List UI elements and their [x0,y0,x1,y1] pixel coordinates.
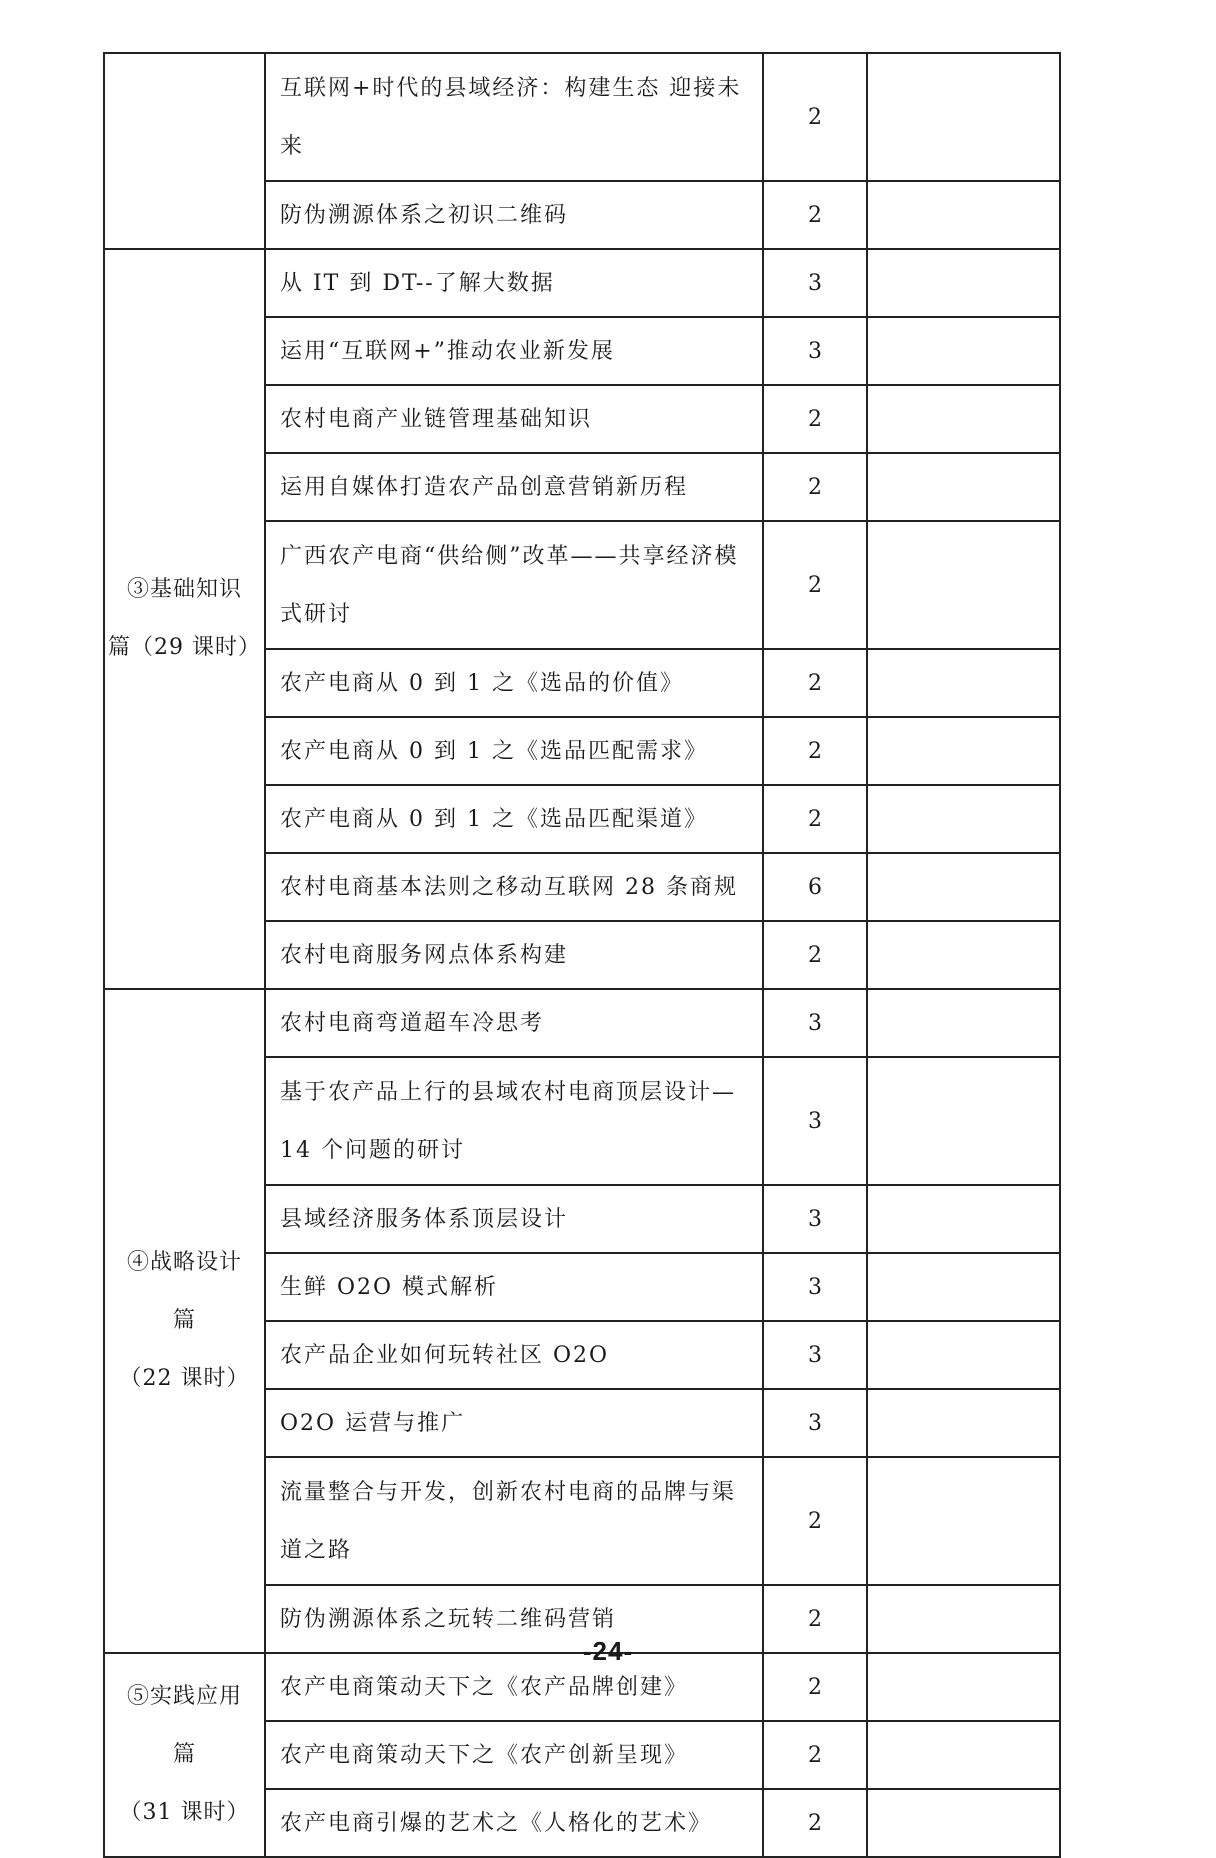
class-hours-cell: 3 [763,1185,867,1253]
class-hours-cell: 3 [763,317,867,385]
course-topic-cell: 农产电商策动天下之《农产创新呈现》 [265,1721,763,1789]
notes-cell [867,1321,1060,1389]
class-hours-cell: 2 [763,521,867,649]
class-hours-cell: 2 [763,1789,867,1857]
notes-cell [867,1185,1060,1253]
class-hours-cell: 2 [763,1457,867,1585]
section-label-line: 篇（29 课时） [108,635,261,660]
course-topic-cell: 农产电商从 0 到 1 之《选品匹配渠道》 [265,785,763,853]
notes-cell [867,1457,1060,1585]
class-hours-cell: 2 [763,453,867,521]
notes-cell [867,921,1060,989]
notes-cell [867,317,1060,385]
section-label-cell [104,989,265,1653]
notes-cell [867,1389,1060,1457]
class-hours-cell: 2 [763,1653,867,1721]
table-row [104,249,1060,317]
class-hours-cell: 2 [763,181,867,249]
course-topic-cell: O2O 运营与推广 [265,1389,763,1457]
course-topic-cell: 基于农产品上行的县域农村电商顶层设计—14 个问题的研讨 [265,1057,763,1185]
course-topic-cell: 互联网+时代的县域经济：构建生态 迎接未来 [265,53,763,181]
class-hours-cell: 3 [763,1389,867,1457]
section-label-line: ④战略设计 [126,1250,242,1275]
section-label-cell [104,249,265,989]
course-topic-cell: 广西农产电商“供给侧”改革——共享经济模式研讨 [265,521,763,649]
notes-cell [867,649,1060,717]
course-topic-cell: 运用自媒体打造农产品创意营销新历程 [265,453,763,521]
section-label-line: （31 课时） [119,1800,250,1825]
class-hours-cell: 3 [763,1057,867,1185]
course-topic-cell: 农产电商从 0 到 1 之《选品匹配需求》 [265,717,763,785]
notes-cell [867,181,1060,249]
notes-cell [867,249,1060,317]
class-hours-cell: 2 [763,53,867,181]
class-hours-cell: 6 [763,853,867,921]
course-topic-cell: 防伪溯源体系之初识二维码 [265,181,763,249]
section-label-line: 篇 [172,1308,196,1333]
course-topic-cell: 从 IT 到 DT--了解大数据 [265,249,763,317]
course-topic-cell: 农产电商引爆的艺术之《人格化的艺术》 [265,1789,763,1857]
section-label-line: ③基础知识 [126,577,242,602]
class-hours-cell: 3 [763,1253,867,1321]
class-hours-cell: 2 [763,785,867,853]
course-topic-cell: 农村电商弯道超车冷思考 [265,989,763,1057]
section-label-line: （22 课时） [119,1366,250,1391]
course-topic-cell: 农产电商策动天下之《农产品牌创建》 [265,1653,763,1721]
class-hours-cell: 3 [763,1321,867,1389]
notes-cell [867,785,1060,853]
notes-cell [867,989,1060,1057]
section-label-cell [104,53,265,249]
class-hours-cell: 3 [763,249,867,317]
notes-cell [867,1721,1060,1789]
notes-cell [867,1057,1060,1185]
section-label-cell [104,1653,265,1857]
notes-cell [867,385,1060,453]
table-row [104,53,1060,181]
notes-cell [867,1789,1060,1857]
course-topic-cell: 农产品企业如何玩转社区 O2O [265,1321,763,1389]
notes-cell [867,53,1060,181]
class-hours-cell: 3 [763,989,867,1057]
course-topic-cell: 运用“互联网+”推动农业新发展 [265,317,763,385]
course-topic-cell: 生鲜 O2O 模式解析 [265,1253,763,1321]
section-label-line: ⑤实践应用 [126,1684,242,1709]
course-topic-cell: 县域经济服务体系顶层设计 [265,1185,763,1253]
class-hours-cell: 2 [763,649,867,717]
class-hours-cell: 2 [763,921,867,989]
course-topic-cell: 农产电商从 0 到 1 之《选品的价值》 [265,649,763,717]
section-label-line: 篇 [172,1742,196,1767]
course-topic-cell: 农村电商产业链管理基础知识 [265,385,763,453]
table-body [104,53,1060,1857]
notes-cell [867,717,1060,785]
notes-cell [867,853,1060,921]
course-topic-cell: 农村电商基本法则之移动互联网 28 条商规 [265,853,763,921]
class-hours-cell: 2 [763,717,867,785]
notes-cell [867,1253,1060,1321]
page-number: -24- [582,1636,634,1666]
table-row [104,989,1060,1057]
course-topic-cell: 防伪溯源体系之玩转二维码营销 [265,1585,763,1653]
course-schedule-table [103,52,1061,1858]
class-hours-cell: 2 [763,385,867,453]
notes-cell [867,521,1060,649]
notes-cell [867,453,1060,521]
course-topic-cell: 农村电商服务网点体系构建 [265,921,763,989]
course-topic-cell: 流量整合与开发，创新农村电商的品牌与渠道之路 [265,1457,763,1585]
class-hours-cell: 2 [763,1585,867,1653]
class-hours-cell: 2 [763,1721,867,1789]
